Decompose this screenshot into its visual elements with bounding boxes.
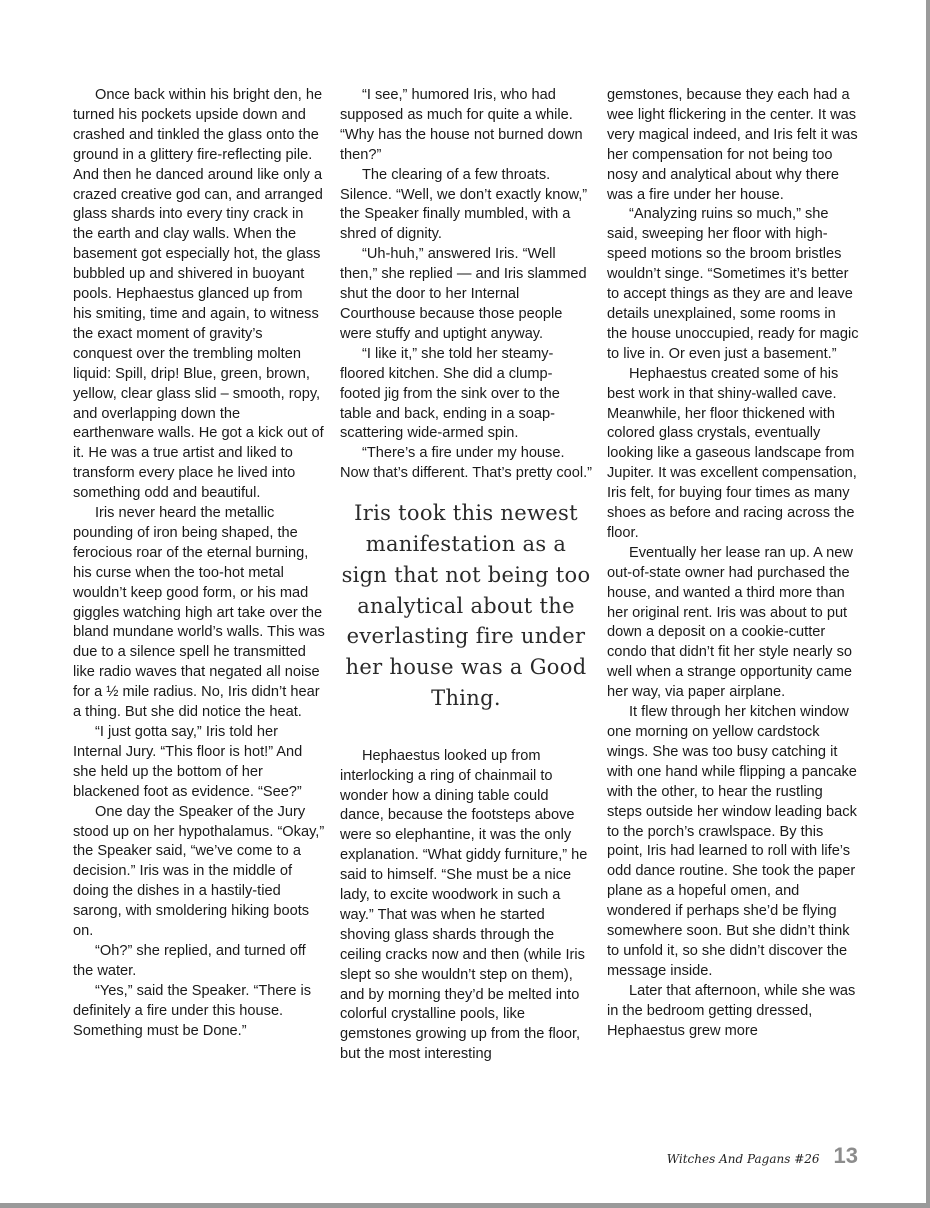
paragraph: Hephaestus looked up from interlocking a ring of chainmail to wonder how a dining table could dance, because the footsteps above were so elephantine, it was the only explanation. “What giddy furniture,” he said to himself. “She must be a nice lady, to excite woodwork in such a way.” That was when he started shoving glass shards through the ceiling cracks now and then (while Iris slept so she wouldn’t step on them), and by morning they’d be melted into colorful crystalline pools, like gemstones growing up from the floor, but the most interesting (340, 747, 588, 1063)
paragraph: Once back within his bright den, he turned his pockets upside down and crashed and tinkled the glass onto the ground in a glittery fire-reflecting pile. And then he danced around like only a crazed creative god can, and arranged glass shards into every tiny crack in the earth and clay walls. When the basement got especially hot, the glass bubbled up and shivered in buoyant pools. Hephaestus glanced up from his smiting, time and again, to witness the exact moment of gravity’s conquest over the trembling molten liquid: Spill, drip! Blue, green, brown, yellow, clear glass slid – smooth, ropy, and overlapping down the earthenware walls. He got a kick out of it. He was a true artist and liked to transform every place he lived into something odd and beautiful. (73, 87, 324, 502)
paragraph: Iris never heard the metallic pounding of iron being shaped, the ferocious roar of the eternal burning, his curse when the too-hot metal wouldn’t keep good form, or his mad giggles watching high art take over the bland mundane world’s walls. This was due to a silence spell he transmitted like radio waves that negated all noise for a ½ mile radius. No, Iris didn’t hear a thing. But she did notice the heat. (73, 505, 325, 721)
paragraph: One day the Speaker of the Jury stood up on her hypothalamus. “Okay,” the Speaker said, “we’ve come to a decision.” Iris was in the middle of doing the dishes in a hastily-tied sarong, with smoldering hiking boots on. (73, 803, 325, 940)
page-number: 13 (833, 1143, 858, 1168)
page-footer (667, 1143, 858, 1169)
magazine-title: Witches And Pagans #26 (666, 1152, 820, 1166)
paragraph: Later that afternoon, while she was in the bedroom getting dressed, Hephaestus grew more (607, 982, 856, 1039)
paragraph: “I like it,” she told her steamy-floored kitchen. She did a clump-footed jig from the sink over to the table and back, ending in a soap-scattering wide-armed spin. (340, 345, 560, 442)
text-column-1 (73, 86, 325, 1042)
text-column-3 (607, 86, 859, 1042)
paragraph: “There’s a fire under my house. Now that’s different. That’s pretty cool.” (340, 445, 593, 482)
paragraph: Eventually her lease ran up. A new out-of-state owner had purchased the house, and wanted a third more than her original rent. Iris was about to put down a deposit on a cookie-cutter condo that didn’t fit her style nearly so well when a strange opportunity came her way, via paper airplane. (607, 544, 853, 701)
paragraph: “Uh-huh,” answered Iris. “Well then,” she replied — and Iris slammed shut the door to her Internal Courthouse because those people were stuffy and uptight anyway. (340, 246, 587, 342)
paragraph: It flew through her kitchen window one morning on yellow cardstock wings. She was too busy catching it with one hand while flipping a pancake with the other, to hear the rustling steps outside her window leading back to the porch’s crawlspace. By this point, Iris had learned to roll with life’s odd dance routine. She took the paper plane as a hopeful omen, and wondered if perhaps she’d be flying somewhere soon. But she didn’t think to unfold it, so she didn’t discover the message inside. (607, 704, 857, 979)
paragraph: “I just gotta say,” Iris told her Internal Jury. “This floor is hot!” And she held up the bottom of her blackened foot as evidence. “See?” (73, 724, 303, 800)
paragraph: “I see,” humored Iris, who had supposed as much for quite a while. “Why has the house not burned down then?” (340, 87, 583, 163)
pull-quote: Iris took this newest manifestation as a sign that not being too analytical about the everlasting fire under her house was a Good Thing. (341, 501, 591, 710)
paragraph: “Analyzing ruins so much,” she said, sweeping her floor with high-speed motions so the broom bristles wouldn’t singe. “Sometimes it’s better to accept things as they are and leave details unexplained, some rooms in the house unoccupied, ready for magic to live in. Or even just a basement.” (607, 206, 859, 362)
paragraph: “Yes,” said the Speaker. “There is definitely a fire under this house. Something must be Done.” (73, 982, 312, 1039)
paragraph: gemstones, because they each had a wee light flickering in the center. It was very magical indeed, and Iris felt it was her compensation for not being too nosy and analytical about why there was a fire under her house. (607, 87, 858, 203)
paragraph: The clearing of a few throats. Silence. “Well, we don’t exactly know,” the Speaker finally mumbled, with a shred of dignity. (340, 166, 588, 243)
paragraph: “Oh?” she replied, and turned off the water. (73, 942, 306, 979)
paragraph: Hephaestus created some of his best work in that shiny-walled cave. Meanwhile, her floor thickened with colored glass crystals, eventually looking like a gaseous landscape from Jupiter. It was excellent compensation, Iris felt, for buying four times as many shoes as before and racing across the floor. (607, 365, 857, 541)
text-column-2 (340, 86, 592, 1065)
